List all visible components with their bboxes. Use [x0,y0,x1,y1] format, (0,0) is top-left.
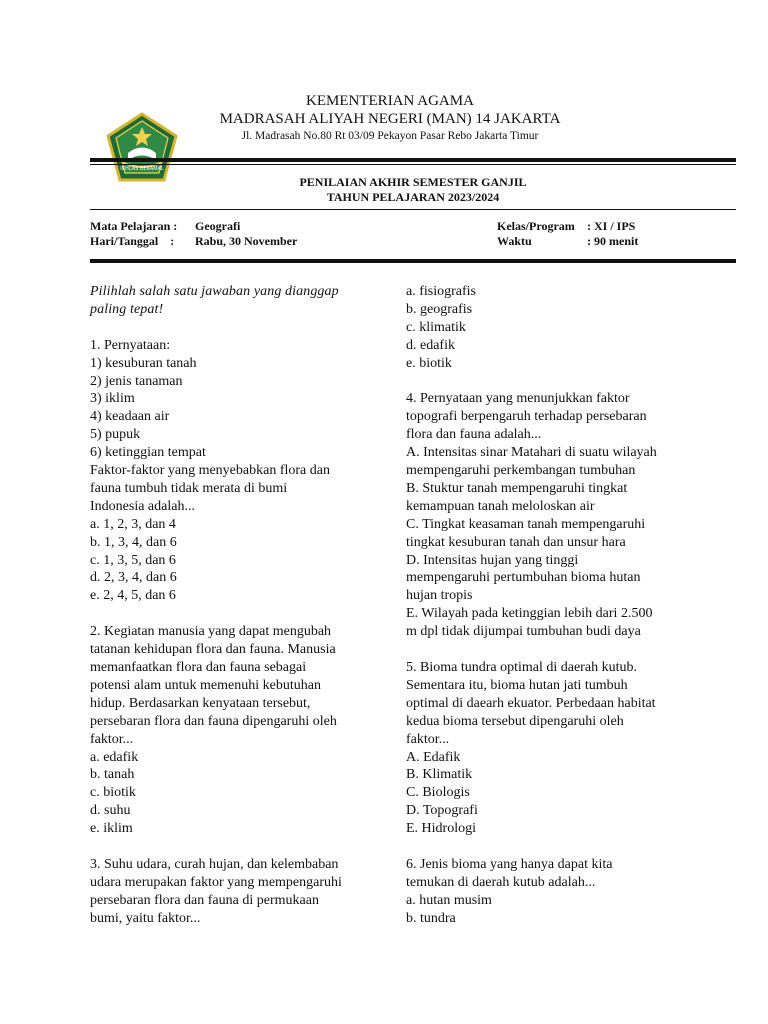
question-column-left [90,283,370,945]
answer-option: kemampuan tanah meloloskan air [406,498,595,514]
school-address: Jl. Madrasah No.80 Rt 03/09 Pekayon Pasar Rebo Jakarta Timur [241,130,539,142]
question-block [406,283,696,373]
time-value: : 90 menit [587,234,639,248]
question-text: potensi alam untuk memenuhi kebutuhan [90,677,321,693]
question-text: 4. Pernyataan yang menunjukkan faktor [406,391,630,407]
day-value: Rabu, 30 November [195,234,298,248]
question-block [90,337,370,606]
answer-option: E. Hidrologi [406,821,476,837]
question-text: memanfaatkan flora dan fauna sebagai [90,660,307,675]
question-text: temukan di daerah kutub adalah... [406,874,596,890]
question-text: 6) ketinggian tempat [90,445,206,461]
question-text: Indonesia adalah... [90,498,195,514]
answer-option: a. hutan musim [406,892,492,908]
day-label: Hari/Tanggal : [90,234,175,248]
question-text: optimal di daearh ekuator. Perbedaan habitat [406,695,656,711]
header-divider-thin [90,164,736,165]
answer-option: d. edafik [406,337,455,353]
class-label: Kelas/Program [497,219,575,233]
answer-option: b. tundra [406,910,456,926]
question-text: 2) jenis tanaman [90,373,183,389]
ministry-logo [104,112,180,184]
question-block [406,659,696,838]
class-value: : XI / IPS [587,219,636,233]
time-label: Waktu [497,234,532,248]
question-text: 1. Pernyataan: [90,337,171,353]
question-block [406,856,696,928]
answer-option: b. geografis [406,301,473,317]
question-text: hidup. Berdasarkan kenyataan tersebut, [90,695,311,711]
answer-option: d. 2, 3, 4, dan 6 [90,570,177,586]
answer-option: B. Klimatik [406,767,473,783]
logo-motto: IKHLAS BERAMAL [120,166,164,172]
answer-option: hujan tropis [406,588,473,604]
exam-title: PENILAIAN AKHIR SEMESTER GANJIL [299,175,527,189]
info-divider [90,259,736,263]
instruction [90,283,370,319]
question-text: 5) pupuk [90,427,141,443]
answer-option: B. Stuktur tanah mempengaruhi tingkat [406,480,628,496]
question-text: 6. Jenis bioma yang hanya dapat kita [406,856,613,872]
question-text: 1) kesuburan tanah [90,355,197,371]
answer-option: c. biotik [90,785,136,801]
answer-option: b. tanah [90,767,135,783]
answer-option: C. Biologis [406,785,470,801]
question-text: topografi berpengaruh terhadap persebaran [406,409,647,425]
answer-option: D. Topografi [406,803,478,819]
question-text: persebaran flora dan fauna dipengaruhi oleh [90,713,337,729]
question-block [406,390,696,641]
question-text: Sementara itu, bioma hutan jati tumbuh [406,677,628,693]
answer-option: d. suhu [90,803,131,819]
answer-option: e. iklim [90,821,133,837]
question-text: 5. Bioma tundra optimal di daerah kutub. [406,660,637,675]
exam-year: TAHUN PELAJARAN 2023/2024 [326,190,500,204]
answer-option: c. 1, 3, 5, dan 6 [90,552,176,568]
answer-option: c. klimatik [406,319,466,335]
letterhead [0,0,768,180]
answer-option: A. Edafik [406,749,461,765]
answer-option: m dpl tidak dijumpai tumbuhan budi daya [406,624,641,640]
answer-option: tingkat kesuburan tanah dan unsur hara [406,534,626,550]
question-text: flora dan fauna adalah... [406,427,542,443]
answer-option: A. Intensitas sinar Matahari di suatu wilayah [406,445,657,461]
answer-option: a. edafik [90,749,139,765]
answer-option: e. biotik [406,355,452,371]
answer-option: E. Wilayah pada ketinggian lebih dari 2.500 [406,606,653,622]
question-block [90,856,370,928]
question-text: udara merupakan faktor yang mempengaruhi [90,874,342,890]
question-text: Faktor-faktor yang menyebabkan flora dan [90,463,330,479]
instruction-line: paling tepat! [90,301,164,317]
answer-option: b. 1, 3, 4, dan 6 [90,534,177,550]
subject-value: Geografi [195,219,241,233]
answer-option: mempengaruhi pertumbuhan bioma hutan [406,570,641,586]
school-name: MADRASAH ALIYAH NEGERI (MAN) 14 JAKARTA [219,111,561,127]
question-text: kedua bioma tersebut dipengaruhi oleh [406,713,624,729]
answer-option: a. fisiografis [406,284,476,299]
answer-option: D. Intensitas hujan yang tinggi [406,552,579,568]
ministry-name: KEMENTERIAN AGAMA [306,93,474,109]
question-text: tatanan kehidupan flora dan fauna. Manusia [90,642,336,658]
title-divider [90,209,736,210]
question-text: 3) iklim [90,391,135,407]
question-text: bumi, yaitu faktor... [90,910,201,926]
question-text: 4) keadaan air [90,409,170,425]
header-divider [90,158,736,162]
answer-option: C. Tingkat keasaman tanah mempengaruhi [406,516,646,532]
instruction-line: Pilihlah salah satu jawaban yang dianggap [90,284,339,299]
answer-option: mempengaruhi perkembangan tumbuhan [406,463,636,479]
question-text: persebaran flora dan fauna di permukaan [90,892,319,908]
question-text: faktor... [406,731,450,747]
question-column-right [406,283,696,945]
question-text: 2. Kegiatan manusia yang dapat mengubah [90,624,332,640]
subject-label: Mata Pelajaran : [90,219,178,233]
question-text: fauna tumbuh tidak merata di bumi [90,480,288,496]
answer-option: e. 2, 4, 5, dan 6 [90,588,176,604]
question-block [90,623,370,838]
answer-option: a. 1, 2, 3, dan 4 [90,516,176,532]
question-text: faktor... [90,731,134,747]
question-text: 3. Suhu udara, curah hujan, dan kelembaban [90,856,339,872]
